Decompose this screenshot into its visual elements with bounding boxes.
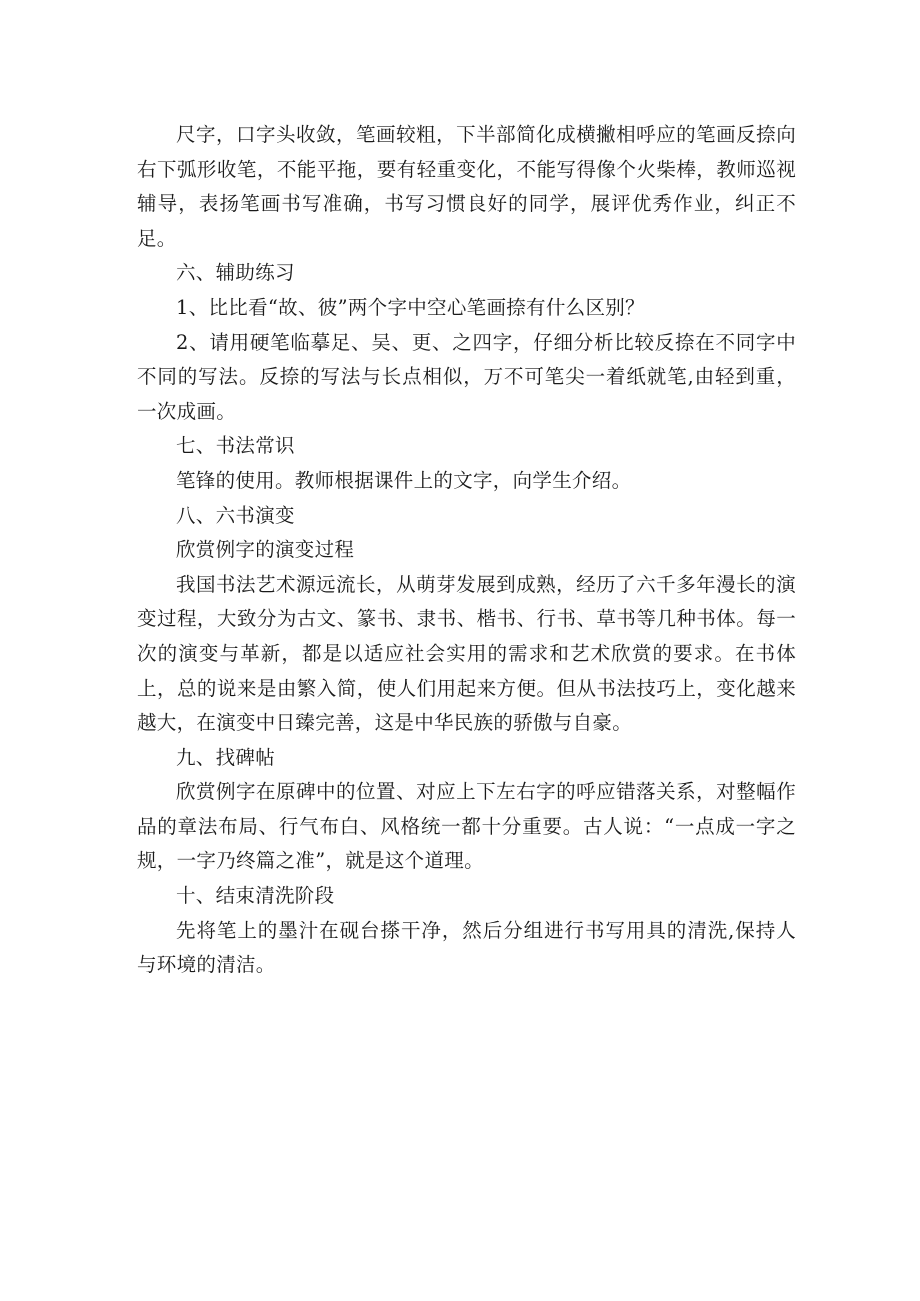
- calligraphy-knowledge-paragraph: 笔锋的使用。教师根据课件上的文字，向学生介绍。: [176, 468, 632, 492]
- section-heading-6: 六、辅助练习: [176, 261, 295, 285]
- section-heading-7: 七、书法常识: [176, 434, 295, 458]
- exercise-item-1: 1、比比看“故、彼”两个字中空心笔画捺有什么区别？: [176, 295, 645, 319]
- evolution-paragraph: 我国书法艺术源远流长，从萌芽发展到成熟，经历了六千多年漫长的演变过程，大致分为古文、篆书、隶书、楷书、行书、草书等几种书体。每一次的演变与革新，都是以适应社会实用的需求和艺术欣赏的要求。在书体上，总的说来是由繁入简，使人们用起来方便。但从书法技巧上，变化越来越大，在演变中日臻完善，这是中华民族的骄傲与自豪。: [137, 572, 796, 735]
- stele-paragraph: 欣赏例字在原碑中的位置、对应上下左右字的呼应错落关系，对整幅作品的章法布局、行气布白、风格统一都十分重要。古人说：“一点成一字之规，一字乃终篇之准”，就是这个道理。: [137, 780, 796, 873]
- exercise-item-2: 2、请用硬笔临摹足、吴、更、之四字，仔细分析比较反捺在不同字中不同的写法。反捺的写法与长点相似，万不可笔尖一着纸就笔,由轻到重，一次成画。: [137, 330, 796, 423]
- evolution-subheading: 欣赏例字的演变过程: [176, 538, 355, 562]
- intro-paragraph: 尺字，口字头收敛，笔画较粗，下半部简化成横撇相呼应的笔画反捺向右下弧形收笔，不能平拖，要有轻重变化，不能写得像个火柴棒，教师巡视辅导，表扬笔画书写准确，书写习惯良好的同学，展评优秀作业，纠正不足。: [137, 123, 796, 250]
- section-heading-9: 九、找碑帖: [176, 745, 276, 769]
- section-heading-8: 八、六书演变: [176, 503, 295, 527]
- cleanup-paragraph: 先将笔上的墨汁在砚台搽干净，然后分组进行书写用具的清洗,保持人与环境的清洁。: [137, 918, 796, 977]
- section-heading-10: 十、结束清洗阶段: [176, 884, 335, 908]
